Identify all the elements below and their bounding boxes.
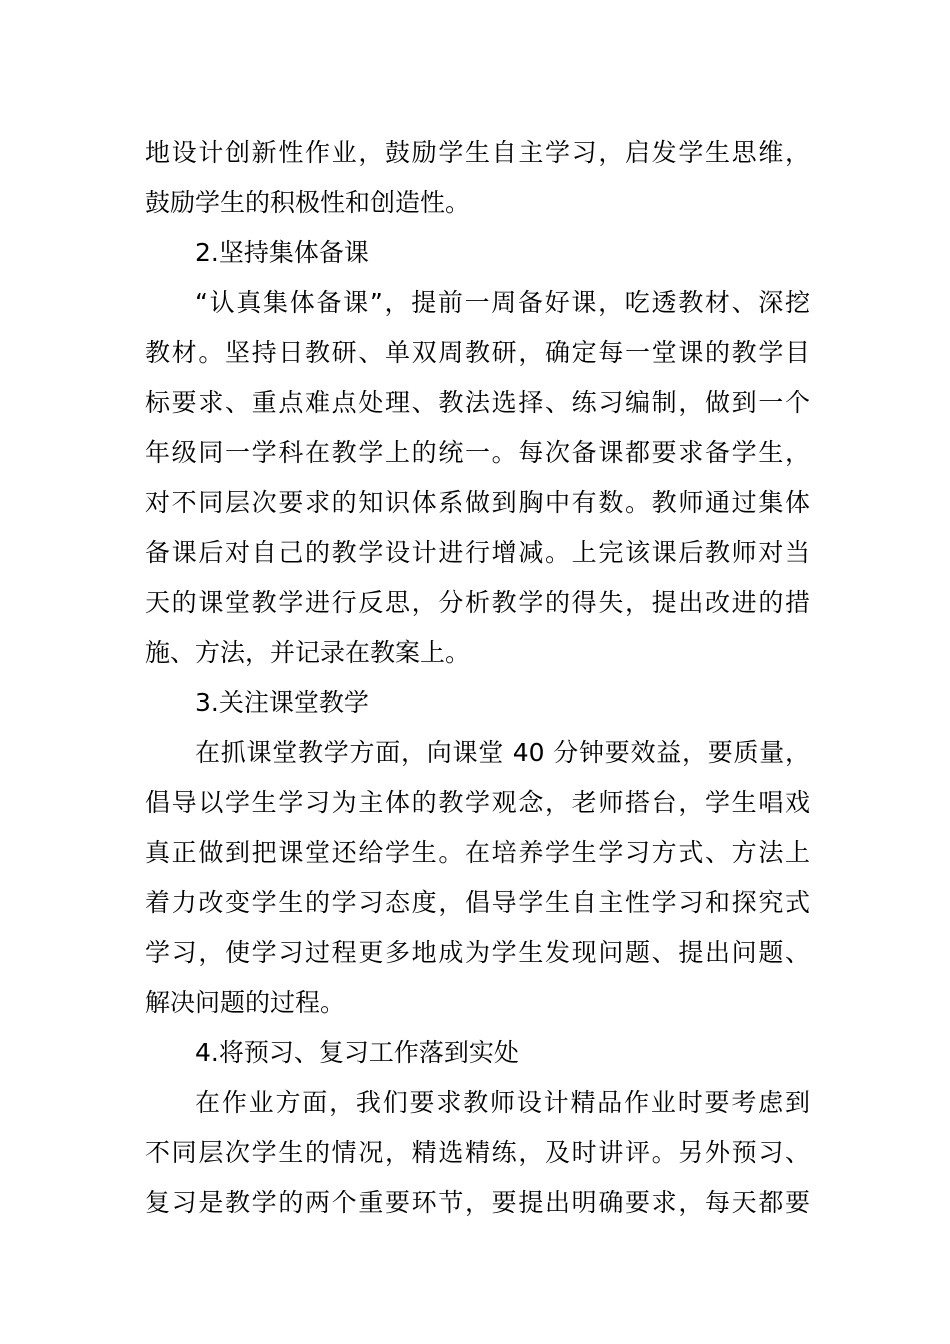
paragraph-line: 年级同一学科在教学上的统一。每次备课都要求备学生， bbox=[145, 438, 810, 467]
document-body bbox=[145, 128, 810, 1228]
paragraph-line: 地设计创新性作业，鼓励学生自主学习，启发学生思维， bbox=[145, 138, 810, 167]
paragraph-line: 解决问题的过程。 bbox=[145, 988, 346, 1017]
paragraph-line: 标要求、重点难点处理、教法选择、练习编制，做到一个 bbox=[145, 388, 810, 417]
paragraph-line: 天的课堂教学进行反思，分析教学的得失，提出改进的措 bbox=[145, 588, 810, 617]
paragraph-line: 着力改变学生的学习态度，倡导学生自主性学习和探究式 bbox=[145, 888, 810, 917]
paragraph-line: 对不同层次要求的知识体系做到胸中有数。教师通过集体 bbox=[145, 488, 810, 517]
paragraph-line: 学习，使学习过程更多地成为学生发现问题、提出问题、 bbox=[145, 938, 810, 967]
paragraph-line: 复习是教学的两个重要环节，要提出明确要求，每天都要 bbox=[145, 1188, 810, 1217]
paragraph-line: 真正做到把课堂还给学生。在培养学生学习方式、方法上 bbox=[145, 838, 810, 867]
section-heading: 2.坚持集体备课 bbox=[195, 238, 369, 267]
paragraph-line: 备课后对自己的教学设计进行增减。上完该课后教师对当 bbox=[145, 538, 810, 567]
paragraph-line: 教材。坚持日教研、单双周教研，确定每一堂课的教学目 bbox=[145, 338, 810, 367]
section-heading: 4.将预习、复习工作落到实处 bbox=[195, 1038, 519, 1067]
paragraph-line: 在抓课堂教学方面，向课堂 40 分钟要效益，要质量， bbox=[195, 738, 810, 767]
paragraph-line: 倡导以学生学习为主体的教学观念，老师搭台，学生唱戏 bbox=[145, 788, 810, 817]
paragraph-line: 施、方法，并记录在教案上。 bbox=[145, 638, 471, 667]
paragraph-line: 不同层次学生的情况，精选精练，及时讲评。另外预习、 bbox=[145, 1138, 810, 1167]
paragraph-line: 在作业方面，我们要求教师设计精品作业时要考虑到 bbox=[195, 1088, 810, 1117]
paragraph-line: “认真集体备课”，提前一周备好课，吃透教材、深挖 bbox=[195, 288, 810, 317]
section-heading: 3.关注课堂教学 bbox=[195, 688, 369, 717]
paragraph-line: 鼓励学生的积极性和创造性。 bbox=[145, 188, 471, 217]
